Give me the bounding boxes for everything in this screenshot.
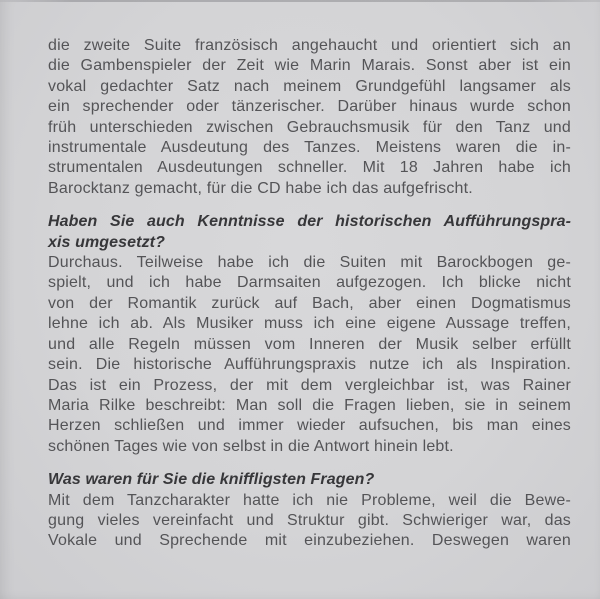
text-line: spielt, und ich habe Darmsaiten aufgezogen. Ich blicke nicht: [48, 274, 571, 292]
text-line: Vokale und Sprechende mit einzubeziehen. Deswegen waren: [48, 532, 571, 550]
text-line: die Gambenspieler der Zeit wie Marin Marais. Sonst aber ist ein: [48, 57, 571, 75]
text-line: von der Romantik zurück auf Bach, aber einen Dogmatismus: [48, 294, 571, 312]
text-line: schönen Tages wie von selbst in die Antwort hinein lebt.: [48, 437, 454, 455]
interview-text: [48, 36, 571, 552]
text-line: die zweite Suite französisch angehaucht und orientiert sich an: [48, 37, 571, 54]
text-line: vokal gedachter Satz nach meinem Grundgefühl langsamer als: [48, 77, 571, 95]
text-line: ein sprechender oder tänzerischer. Darüber hinaus wurde schon: [48, 98, 571, 116]
text-line: lehne ich ab. Als Musiker muss ich eine eigene Aussage treffen,: [48, 315, 571, 333]
text-line: instrumentale Ausdeutung des Tanzes. Meistens waren die in-: [48, 139, 571, 157]
text-line: Mit dem Tanzcharakter hatte ich nie Probleme, weil die Bewe-: [48, 491, 571, 509]
text-line: strumentalen Ausdeutungen schneller. Mit 18 Jahren habe ich: [48, 159, 571, 177]
text-line: Barocktanz gemacht, für die CD habe ich das aufgefrischt.: [48, 179, 473, 197]
text-line: xis umgesetzt?: [48, 233, 165, 251]
answer-paragraph: [48, 253, 571, 457]
text-line: früh unterschieden zwischen Gebrauchsmusik für den Tanz und: [48, 118, 571, 136]
text-line: Durchaus. Teilweise habe ich die Suiten mit Barockbogen ge-: [48, 254, 571, 272]
text-line: und alle Regeln müssen vom Inneren der Musik selber erfüllt: [48, 335, 571, 353]
answer-paragraph: [48, 491, 571, 552]
question-heading: [48, 212, 571, 253]
text-line: Was waren für Sie die kniffligsten Fragen?: [48, 471, 375, 489]
text-line: Herzen schließen und immer wieder aufsuchen, bis man eines: [48, 417, 571, 435]
page-top-edge: [0, 0, 600, 2]
text-line: Das ist ein Prozess, der mit dem vergleichbar ist, was Rainer: [48, 376, 571, 394]
answer-paragraph: [48, 36, 571, 199]
question-heading: [48, 470, 571, 490]
text-line: Haben Sie auch Kenntnisse der historischen Aufführungspra-: [48, 213, 571, 231]
text-line: gung vieles vereinfacht und Struktur gibt. Schwieriger war, das: [48, 511, 571, 529]
text-line: Maria Rilke beschreibt: Man soll die Fragen lieben, sie in seinem: [48, 396, 571, 414]
text-line: sein. Die historische Aufführungspraxis nutze ich als Inspiration.: [48, 356, 571, 374]
